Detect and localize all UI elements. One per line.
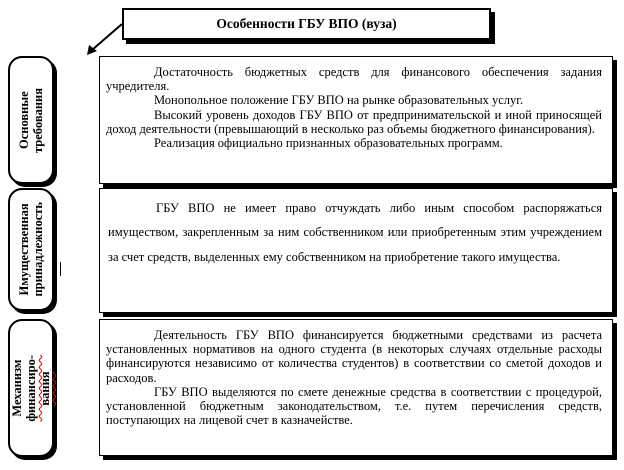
paragraph: Высокий уровень доходов ГБУ ВПО от предпринимательской и иной приносящей доход деятельности (превышающий в несколько раз объемы бюджетного финансирования).	[106, 107, 602, 136]
label-property-ownership	[8, 188, 54, 311]
cursor-mark	[60, 262, 61, 276]
content-property-ownership	[99, 188, 613, 313]
label-property-ownership-text: Имущественная принадлежность	[17, 202, 45, 297]
label-line: Механизм	[10, 359, 24, 417]
label-line: финансиро-	[24, 354, 38, 422]
paragraph: Достаточность бюджетных средств для финансового обеспечения задания учредителя.	[106, 65, 602, 94]
label-basic-requirements	[8, 56, 54, 184]
diagram-title-text: Особенности ГБУ ВПО (вуза)	[216, 16, 397, 31]
label-financing-mechanism	[8, 319, 54, 457]
paragraph: Реализация официально признанных образовательных программ.	[154, 136, 503, 151]
paragraph: Деятельность ГБУ ВПО финансируется бюджетными средствами из расчета установленных нормативов на одного студента (в некоторых случаях отдельные расходы финансируются независимо от количества студентов) в соответствии со сметой доходов и расходов.	[106, 328, 602, 385]
label-financing-mechanism-text	[10, 355, 52, 422]
paragraph: ГБУ ВПО выделяются по смете денежные средства в соответствии с процедурой, установленной бюджетным законодательством, т.е. путем перечисления средств, поступающих на лицевой счет в казначействе.	[106, 384, 602, 428]
content-financing-mechanism	[99, 319, 613, 456]
diagram-title	[122, 8, 491, 40]
paragraph: ГБУ ВПО не имеет право отчуждать либо иным способом распоряжаться имуществом, закрепленным за ним собственником или приобретенным этим учреждением за счет средств, выделенных ему собственником на приобретение такого имущества.	[108, 201, 602, 264]
paragraph: Монопольное положение ГБУ ВПО на рынке образовательных услуг.	[154, 93, 524, 108]
label-basic-requirements-text: Основные требования	[17, 87, 45, 153]
content-basic-requirements	[99, 56, 613, 184]
label-line: вания	[38, 370, 52, 406]
